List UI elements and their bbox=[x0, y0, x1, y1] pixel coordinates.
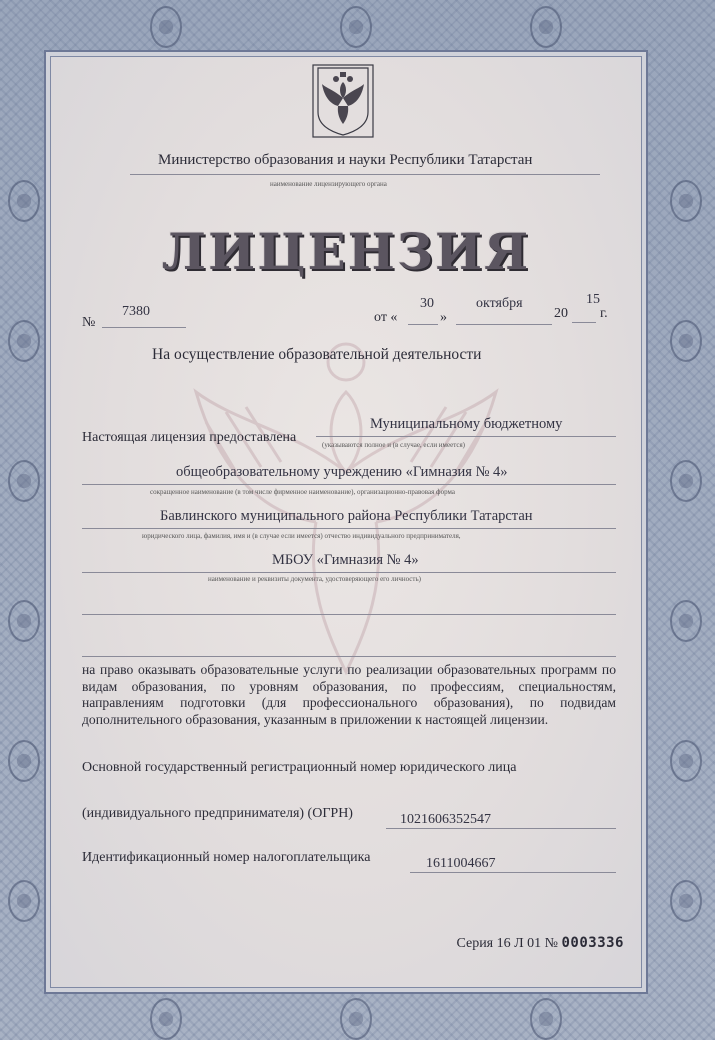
document-title: ЛИЦЕНЗИЯ bbox=[161, 222, 531, 281]
ogrn-label-1: Основной государственный регистрационный номер юридического лица bbox=[82, 760, 517, 775]
license-inner-panel bbox=[44, 50, 648, 994]
ogrn-label-2: (индивидуального предпринимателя) (ОГРН) bbox=[82, 806, 353, 821]
border-ornament-left-4 bbox=[8, 600, 40, 642]
holder-line-4-underline bbox=[82, 572, 616, 573]
ministry-caption: наименование лицензирующего органа bbox=[270, 180, 387, 188]
date-close-quote: » bbox=[440, 310, 447, 325]
inn-label: Идентификационный номер налогоплательщика bbox=[82, 850, 371, 865]
license-number: 7380 bbox=[122, 304, 150, 319]
serial-number-block bbox=[456, 935, 624, 952]
holder-line-1: Муниципальному бюджетному bbox=[370, 416, 563, 432]
border-ornament-left-1 bbox=[8, 180, 40, 222]
border-ornament-bottom-2 bbox=[340, 998, 372, 1040]
holder-caption-2: сокращенное наименование (в том числе фирменное наименование), организационно-правовая форма bbox=[150, 488, 455, 496]
serial-number: 0003336 bbox=[561, 935, 624, 951]
border-ornament-right-2 bbox=[670, 320, 702, 362]
date-year-underline bbox=[572, 322, 596, 323]
border-ornament-top-1 bbox=[150, 6, 182, 48]
border-ornament-top-2 bbox=[340, 6, 372, 48]
holder-caption-3: юридического лица, фамилия, имя и (в случае если имеется) отчество индивидуального предпринимателя, bbox=[142, 532, 461, 540]
holder-line-4: МБОУ «Гимназия № 4» bbox=[272, 552, 419, 568]
border-ornament-left-3 bbox=[8, 460, 40, 502]
holder-line-1-underline bbox=[316, 436, 616, 437]
border-ornament-right-6 bbox=[670, 880, 702, 922]
date-year: 15 bbox=[586, 292, 600, 307]
license-purpose: На осуществление образовательной деятельности bbox=[152, 346, 482, 363]
holder-caption-1: (указываются полное и (в случае, если имеется) bbox=[322, 441, 466, 449]
inn-value: 1611004667 bbox=[426, 856, 496, 871]
ogrn-underline bbox=[386, 828, 616, 829]
border-ornament-bottom-1 bbox=[150, 998, 182, 1040]
number-prefix: № bbox=[82, 315, 96, 330]
border-ornament-left-5 bbox=[8, 740, 40, 782]
number-underline bbox=[102, 327, 186, 328]
holder-line-2: общеобразовательному учреждению «Гимназия № 4» bbox=[176, 464, 508, 480]
border-ornament-right-3 bbox=[670, 460, 702, 502]
date-month-underline bbox=[456, 324, 552, 325]
holder-line-3-underline bbox=[82, 528, 616, 529]
date-day-underline bbox=[408, 324, 438, 325]
ogrn-value: 1021606352547 bbox=[400, 812, 491, 827]
coat-of-arms-icon bbox=[312, 64, 374, 138]
serial-label: Серия bbox=[456, 936, 494, 951]
ministry-name: Министерство образования и науки Республики Татарстан bbox=[158, 152, 533, 168]
ministry-underline bbox=[130, 174, 600, 175]
date-suffix: г. bbox=[600, 306, 608, 321]
date-year-prefix: 20 bbox=[554, 306, 568, 321]
holder-line-3: Бавлинского муниципального района Республики Татарстан bbox=[160, 508, 533, 524]
blank-line-1 bbox=[82, 614, 616, 615]
serial-no-sign: № bbox=[544, 936, 558, 951]
granted-label: Настоящая лицензия предоставлена bbox=[82, 430, 297, 445]
border-ornament-bottom-3 bbox=[530, 998, 562, 1040]
border-ornament-right-5 bbox=[670, 740, 702, 782]
inn-underline bbox=[410, 872, 616, 873]
holder-caption-4: наименование и реквизиты документа, удостоверяющего его личность) bbox=[208, 575, 421, 583]
border-ornament-left-6 bbox=[8, 880, 40, 922]
serial-series: 16 Л 01 bbox=[496, 936, 542, 951]
border-ornament-right-4 bbox=[670, 600, 702, 642]
border-ornament-left-2 bbox=[8, 320, 40, 362]
blank-line-2 bbox=[82, 656, 616, 657]
date-ot-label: от « bbox=[374, 310, 398, 325]
holder-line-2-underline bbox=[82, 484, 616, 485]
border-ornament-right-1 bbox=[670, 180, 702, 222]
date-month: октября bbox=[476, 296, 523, 311]
rights-paragraph: на право оказывать образовательные услуги по реализации образовательных программ по видам образования, по уровням образования, по профессиям, специальностям, направлениям подготовки (для профессионального образования), по подвидам дополнительного образования, указанным в приложении к настоящей лицензии. bbox=[82, 662, 616, 727]
date-day: 30 bbox=[420, 296, 434, 311]
border-ornament-top-3 bbox=[530, 6, 562, 48]
